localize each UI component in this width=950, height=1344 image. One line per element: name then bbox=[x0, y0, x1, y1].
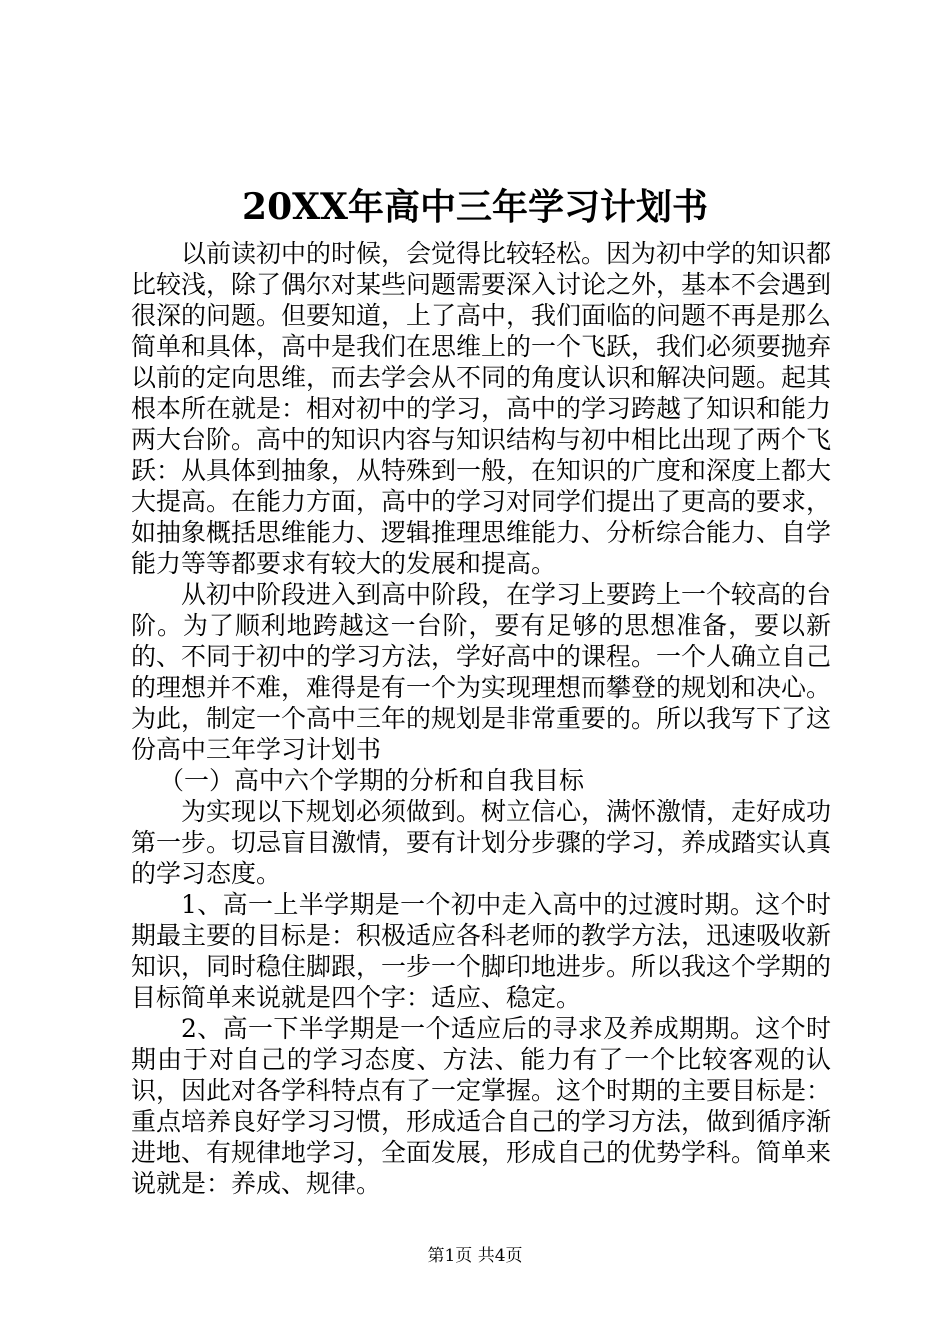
paragraph: 以前读初中的时候，会觉得比较轻松。因为初中学的知识都比较浅，除了偶尔对某些问题需要深入讨论之外，基本不会遇到很深的问题。但要知道，上了高中，我们面临的问题不再是那么简单和具体，高中是我们在思维上的一个飞跃，我们必须要抛弃以前的定向思维，而去学会从不同的角度认识和解决问题。起其根本所在就是：相对初中的学习，高中的学习跨越了知识和能力两大台阶。高中的知识内容与知识结构与初中相比出现了两个飞跃：从具体到抽象，从特殊到一般，在知识的广度和深度上都大大提高。在能力方面，高中的学习对同学们提出了更高的要求，如抽象概括思维能力、逻辑推理思维能力、分析综合能力、自学能力等等都要求有较大的发展和提高。 bbox=[131, 239, 832, 578]
page-footer: 第1页 共4页 bbox=[427, 1246, 523, 1266]
section-heading: （一）高中六个学期的分析和自我目标 bbox=[159, 766, 585, 795]
paragraph: 从初中阶段进入到高中阶段，在学习上要跨上一个较高的台阶。为了顺利地跨越这一台阶，要有足够的思想准备，要以新的、不同于初中的学习方法，学好高中的课程。一个人确立自己的理想并不难，难得是有一个为实现理想而攀登的规划和决心。为此，制定一个高中三年的规划是非常重要的。所以我写下了这份高中三年学习计划书 bbox=[131, 580, 832, 764]
paragraph: 2、高一下半学期是一个适应后的寻求及养成期期。这个时期由于对自己的学习态度、方法、能力有了一个比较客观的认识，因此对各学科特点有了一定掌握。这个时期的主要目标是：重点培养良好学习习惯，形成适合自己的学习方法，做到循序渐进地、有规律地学习，全面发展，形成自己的优势学科。简单来说就是：养成、规律。 bbox=[131, 1014, 832, 1198]
document-body bbox=[131, 238, 831, 1199]
document-title: 20XX年高中三年学习计划书 bbox=[242, 186, 708, 228]
paragraph: 为实现以下规划必须做到。树立信心，满怀激情，走好成功第一步。切忌盲目激情，要有计划分步骤的学习，养成踏实认真的学习态度。 bbox=[131, 797, 832, 888]
paragraph: 1、高一上半学期是一个初中走入高中的过渡时期。这个时期最主要的目标是：积极适应各科老师的教学方法，迅速吸收新知识，同时稳住脚跟，一步一个脚印地进步。所以我这个学期的目标简单来说就是四个字：适应、稳定。 bbox=[131, 890, 832, 1012]
